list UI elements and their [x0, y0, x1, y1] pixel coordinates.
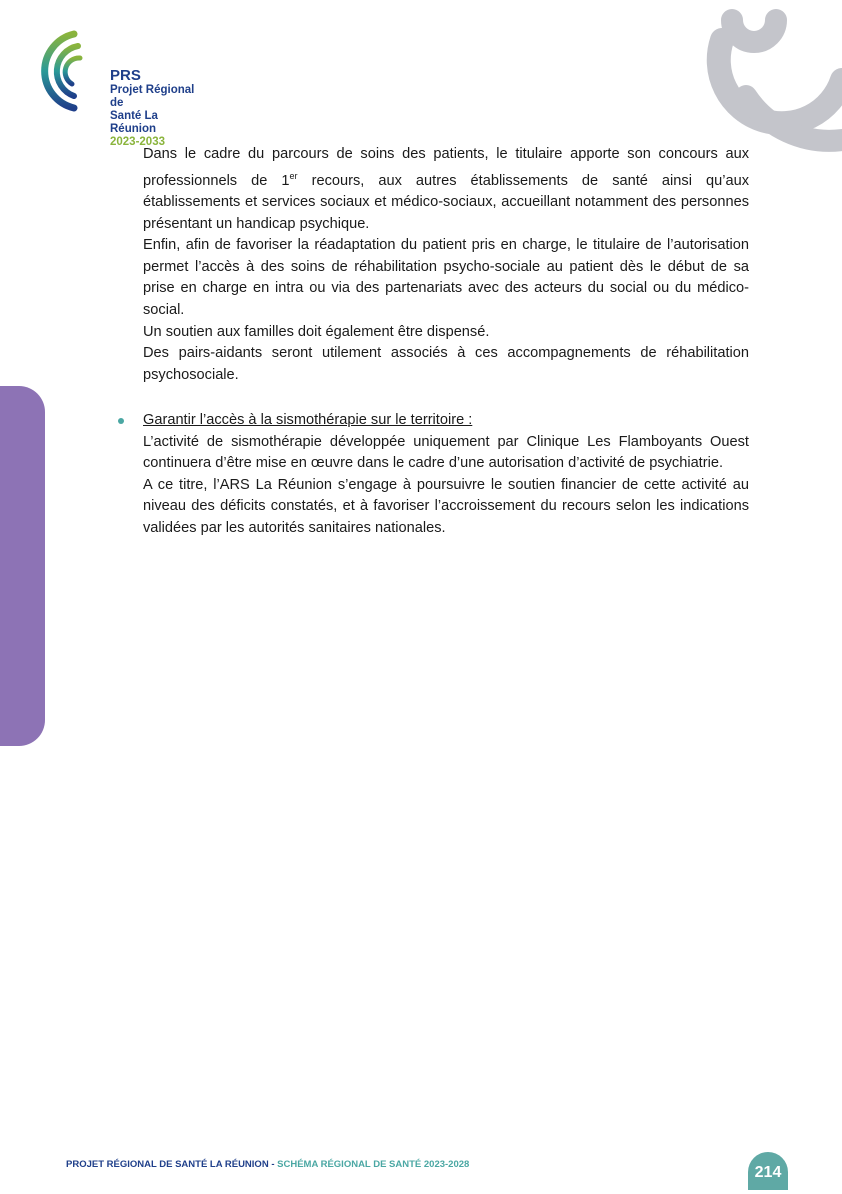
paragraph: Un soutien aux familles doit également être dispensé. — [143, 323, 490, 340]
paragraph: Des pairs-aidants seront utilement associés à ces accompagnements de réhabilitation psychosociale. — [143, 345, 749, 383]
paragraph: Dans le cadre du parcours de soins des patients, le titulaire apporte son concours aux professionnels de 1er recours, aux autres établissements de santé ainsi qu’aux établissements et services sociaux et médico-sociaux, accueillant notamment des personnes présentant un handicap psychique. — [143, 146, 749, 232]
bullet-section — [143, 410, 749, 540]
logo-years: 2023-2033 — [110, 136, 165, 148]
section-label: Activité - Psychiatrie — [16, 897, 28, 1007]
logo-line2: Santé La Réunion — [110, 110, 158, 135]
paragraph: Enfin, afin de favoriser la réadaptation du patient pris en charge, le titulaire de l’autorisation permet l’accès à des soins de réhabilitation psycho-sociale au patient dès le début de sa prise en charge en intra ou via des partenariats avec des acteurs du social ou du médico-social. — [143, 237, 749, 319]
footer-title: PROJET RÉGIONAL DE SANTÉ LA RÉUNION - — [66, 1159, 278, 1170]
paragraph: L’activité de sismothérapie développée uniquement par Clinique Les Flamboyants Ouest continuera d’être mise en œuvre dans le cadre d’une autorisation d’activité de psychiatrie. — [143, 433, 749, 472]
logo-acronym: PRS — [110, 67, 141, 84]
bullet-title: Garantir l’accès à la sismothérapie sur le territoire : — [143, 412, 473, 428]
logo-line1: Projet Régional de — [110, 84, 195, 109]
footer — [66, 1159, 469, 1170]
prs-logo — [24, 28, 204, 148]
body-text-block — [143, 144, 749, 386]
page-number: 214 — [748, 1152, 788, 1190]
logo-arcs-icon — [24, 28, 104, 112]
section-side-tab — [0, 386, 45, 1007]
decorative-arcs-icon — [702, 0, 842, 160]
paragraph: A ce titre, l’ARS La Réunion s’engage à poursuivre le soutien financier de cette activité au niveau des déficits constatés, et à favoriser l’accroissement du recours selon les indications validées par les autorités sanitaires nationales. — [143, 476, 749, 536]
footer-subtitle: SCHÉMA RÉGIONAL DE SANTÉ 2023-2028 — [277, 1159, 470, 1170]
bullet-icon — [118, 418, 124, 424]
